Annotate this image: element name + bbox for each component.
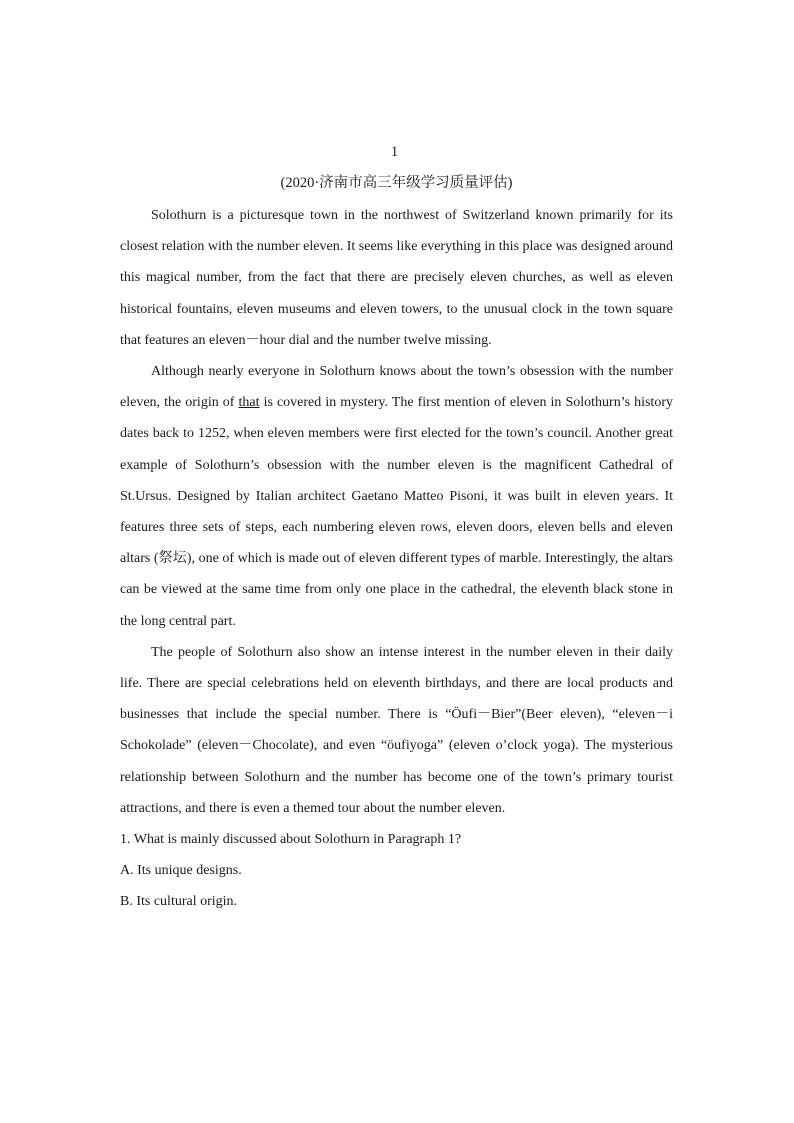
option-a: A. Its unique designs. bbox=[120, 863, 242, 879]
document-page bbox=[120, 138, 673, 918]
paragraph-2-after: is covered in mystery. The first mention of eleven in Solothurn’s history dates back to 1252, when eleven members were first elected for the town’s council. Another great example of Solothurn’s obsession with the number eleven is the magnificent Cathedral of St.Ursus. Designed by Italian architect Gaetano Matteo Pisoni, it was built in eleven years. It features three sets of steps, each numbering eleven rows, eleven doors, eleven bells and eleven altars (祭坛), one of which is made out of eleven different types of marble. Interestingly, the altars can be viewed at the same time from only one place in the cathedral, the eleventh black stone in the long central part. bbox=[120, 395, 673, 629]
underlined-word: that bbox=[238, 395, 260, 411]
paragraph-2 bbox=[120, 356, 673, 637]
option-b: B. Its cultural origin. bbox=[120, 894, 238, 910]
question-stem: 1. What is mainly discussed about Solothurn in Paragraph 1? bbox=[120, 832, 462, 848]
paragraph-1: Solothurn is a picturesque town in the northwest of Switzerland known primarily for its closest relation with the number eleven. It seems like everything in this place was designed around this magical number, from the fact that there are precisely eleven churches, as well as eleven historical fountains, eleven museums and eleven towers, to the unusual clock in the town square that features an eleven－hour dial and the number twelve missing. bbox=[120, 208, 673, 348]
paragraph-2-before: Although nearly everyone in Solothurn knows about the town’s obsession with the number eleven, the origin of bbox=[120, 364, 673, 411]
page-number: 1 bbox=[390, 144, 399, 160]
source-title: (2020·济南市高三年级学习质量评估) bbox=[280, 175, 513, 191]
paragraph-3: The people of Solothurn also show an intense interest in the number eleven in their daily life. There are special celebrations held on eleventh birthdays, and there are local products and businesses that include the special number. There is “Öufi－Bier”(Beer eleven), “eleven－i Schokolade” (eleven－Chocolate), and even “öufiyoga” (eleven o’clock yoga). The mysterious relationship between Solothurn and the number has become one of the town’s primary tourist attractions, and there is even a themed tour about the number eleven. bbox=[120, 644, 673, 816]
